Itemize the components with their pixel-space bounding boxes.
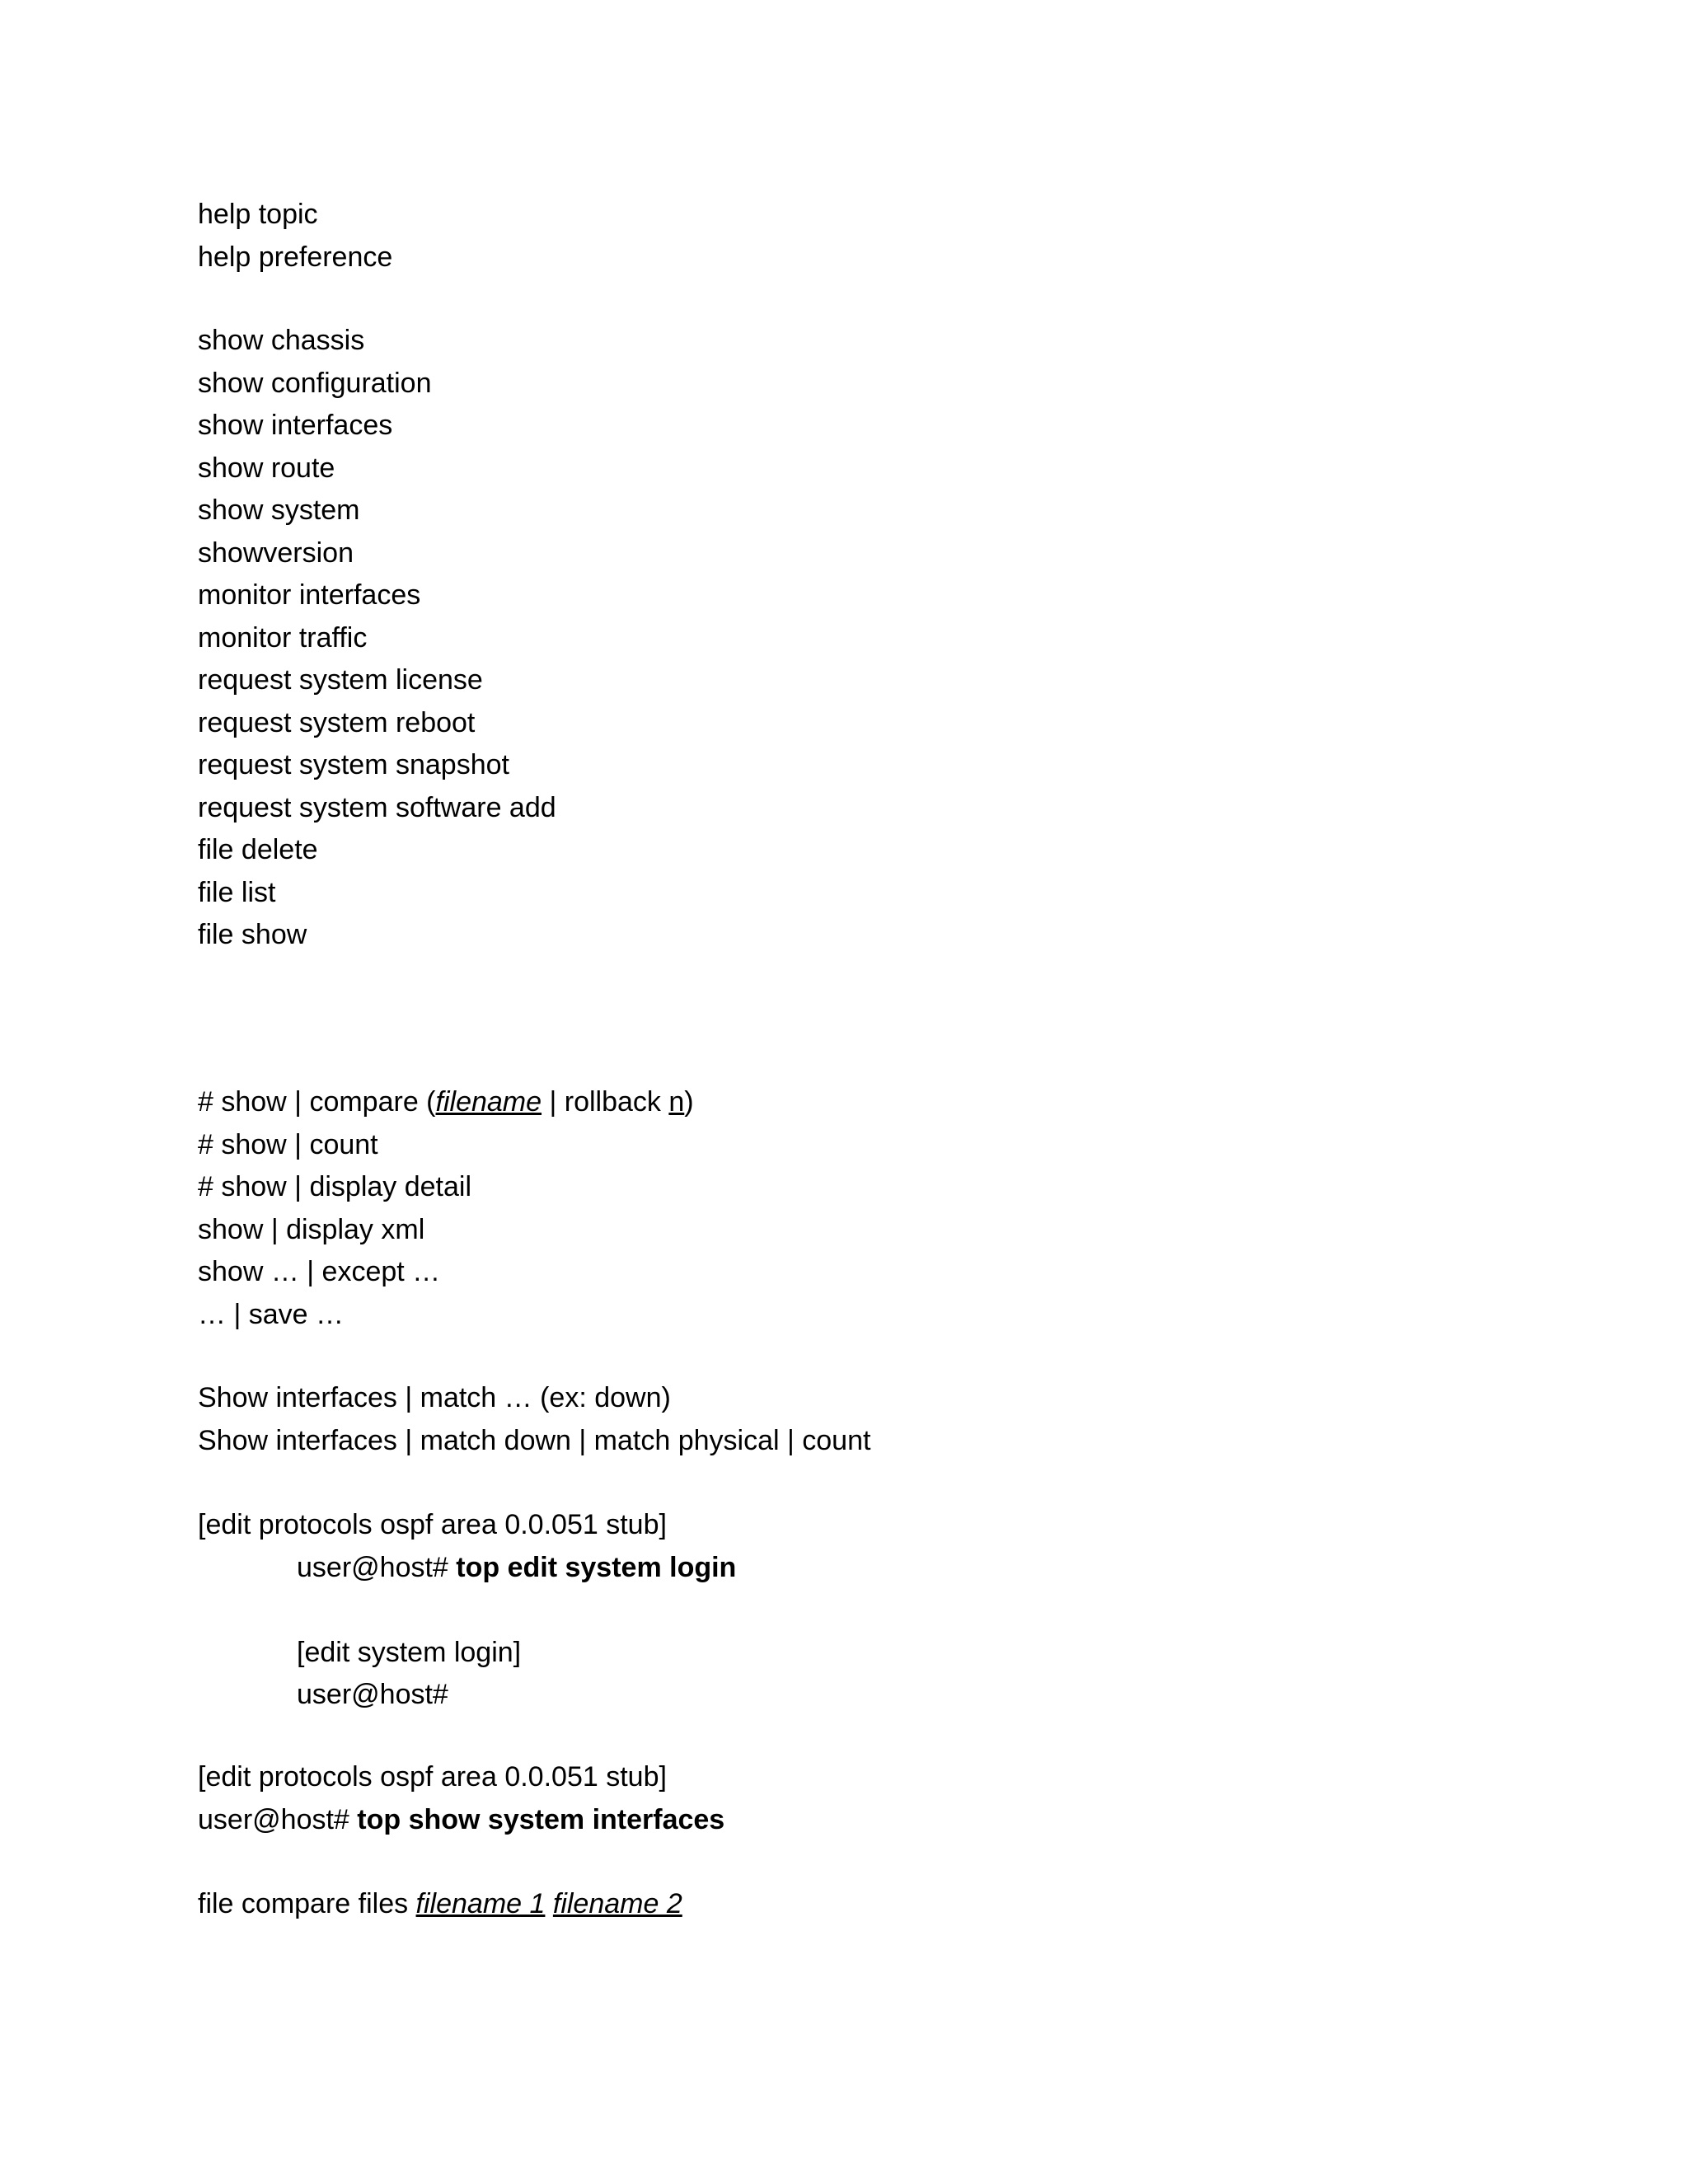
prompt: user@host# [198,1803,358,1835]
command-line: request system license [198,664,483,696]
compare-prefix: # show | compare ( [198,1086,436,1118]
show-command-line [198,1799,724,1842]
match-line: Show interfaces | match down | match physical | count [198,1424,871,1456]
command-line: file show [198,919,307,950]
pipe-line: # show | display detail [198,1171,472,1202]
match-commands [198,1377,870,1462]
top-show-example [198,1756,724,1841]
command-line: showversion [198,537,354,569]
command-line: request system software add [198,791,556,823]
command-line: show chassis [198,325,365,356]
file-compare-prefix: file compare files [198,1888,416,1919]
help-preference-line: help preference [198,241,393,273]
match-line: Show interfaces | match … (ex: down) [198,1382,671,1413]
pipe-line: … | save … [198,1298,344,1330]
top-edit-example [198,1504,736,1717]
compare-middle: | rollback [542,1086,669,1118]
pipe-commands [198,1081,694,1336]
separator [545,1888,552,1919]
pipe-line: show | display xml [198,1213,425,1245]
command-line: monitor traffic [198,621,368,654]
command-line: show route [198,452,335,484]
filename-1-placeholder: filename 1 [415,1888,546,1919]
edit-command: top edit system login [456,1551,737,1583]
compare-line [198,1081,694,1124]
filename-2-placeholder: filename 2 [552,1888,682,1919]
file-compare-example [198,1883,682,1926]
result-context: [edit system login] [297,1636,522,1668]
prompt: user@host# [297,1551,457,1583]
command-line: monitor interfaces [198,579,421,611]
command-line: show configuration [198,367,432,399]
rollback-n-placeholder: n [668,1086,685,1118]
command-line: request system reboot [198,706,476,738]
help-topic-line: help topic [198,199,318,230]
edit-command-line [198,1547,736,1590]
blank-line [198,1589,736,1632]
command-line: file list [198,876,276,908]
help-section [198,194,392,279]
show-command: top show system interfaces [357,1803,725,1835]
edit-context: [edit protocols ospf area 0.0.051 stub] [198,1509,667,1540]
command-line: file delete [198,834,318,865]
result-prompt: user@host# [297,1679,448,1710]
show-context: [edit protocols ospf area 0.0.051 stub] [198,1761,667,1793]
filename-placeholder: filename [435,1086,542,1118]
pipe-line: # show | count [198,1128,378,1160]
command-line: request system snapshot [198,749,509,780]
command-line: show interfaces [198,410,393,441]
command-list [198,320,556,957]
file-compare-line [198,1883,682,1926]
pipe-line: show … | except … [198,1256,441,1287]
command-line: show system [198,494,360,526]
compare-suffix: ) [684,1086,694,1118]
